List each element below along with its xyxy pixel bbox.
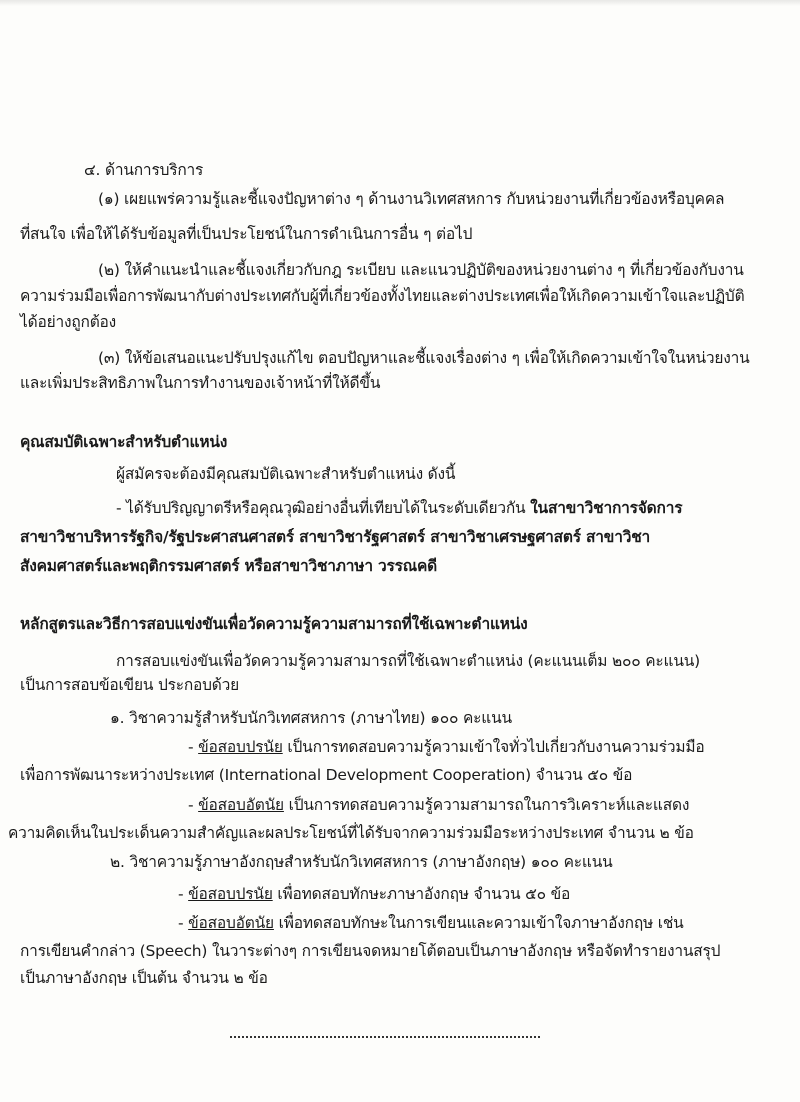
exam-subject-2-mc <box>178 884 570 904</box>
service-line-5: ได้อย่างถูกต้อง <box>20 313 117 331</box>
exam-subject-1-essay <box>188 795 689 815</box>
qualifications-line-1-prefix: - ได้รับปริญญาตรีหรือคุณวุฒิอย่างอื่นที่เทียบได้ในระดับเดียวกัน <box>116 499 531 517</box>
scan-edge-shade <box>0 0 800 6</box>
exam-subject-1: ๑. วิชาความรู้สำหรับนักวิเทศสหการ (ภาษาไทย) ๑๐๐ คะแนน <box>110 709 512 727</box>
exam-subject-1-mc <box>188 737 705 757</box>
exam-subject-2-mc-text: เพื่อทดสอบทักษะภาษาอังกฤษ จำนวน ๕๐ ข้อ <box>272 885 571 903</box>
service-line-1: (๑) เผยแพร่ความรู้และชี้แจงปัญหาต่าง ๆ ด้านงานวิเทศสหการ กับหน่วยงานที่เกี่ยวข้องหรือบุคคล <box>98 190 725 208</box>
qualifications-intro: ผู้สมัครจะต้องมีคุณสมบัติเฉพาะสำหรับตำแหน่ง ดังนี้ <box>116 465 456 483</box>
exam-subject-1-essay-text: เป็นการทดสอบความรู้ความสามารถในการวิเคราะห์และแสดง <box>283 796 690 814</box>
exam-subject-2-essay-dash: - <box>178 914 184 932</box>
service-heading: ๔. ด้านการบริการ <box>84 161 204 179</box>
service-line-7: และเพิ่มประสิทธิภาพในการทำงานของเจ้าหน้าที่ให้ดีขึ้น <box>20 374 381 392</box>
exam-heading: หลักสูตรและวิธีการสอบแข่งขันเพื่อวัดความรู้ความสามารถที่ใช้เฉพาะตำแหน่ง <box>20 615 528 633</box>
qualifications-line-2: สาขาวิชาบริหารรัฐกิจ/รัฐประศาสนศาสตร์ สาขาวิชารัฐศาสตร์ สาขาวิชาเศรษฐศาสตร์ สาขาวิชา <box>20 528 651 546</box>
qualifications-line-3: สังคมศาสตร์และพฤติกรรมศาสตร์ หรือสาขาวิชาภาษา วรรณคดี <box>20 557 437 575</box>
service-line-6: (๓) ให้ข้อเสนอแนะปรับปรุงแก้ไข ตอบปัญหาและชี้แจงเรื่องต่าง ๆ เพื่อให้เกิดความเข้าใจในหน่วยงาน <box>98 349 750 367</box>
exam-subject-1-mc-line-2: เพื่อการพัฒนาระหว่างประเทศ (International Development Cooperation) จำนวน ๕๐ ข้อ <box>20 766 633 784</box>
exam-subject-2: ๒. วิชาความรู้ภาษาอังกฤษสำหรับนักวิเทศสหการ (ภาษาอังกฤษ) ๑๐๐ คะแนน <box>110 853 613 871</box>
exam-subject-2-essay <box>178 913 684 933</box>
exam-subject-2-essay-line-2: การเขียนคำกล่าว (Speech) ในวาระต่างๆ การเขียนจดหมายโต้ตอบเป็นภาษาอังกฤษ หรือจัดทำรายงานสรุป <box>20 942 721 960</box>
exam-subject-2-mc-label: ข้อสอบปรนัย <box>188 885 273 903</box>
exam-intro-1: การสอบแข่งขันเพื่อวัดความรู้ความสามารถที่ใช้เฉพาะตำแหน่ง (คะแนนเต็ม ๒๐๐ คะแนน) <box>116 652 700 670</box>
qualifications-heading: คุณสมบัติเฉพาะสำหรับตำแหน่ง <box>20 433 228 451</box>
service-line-4: ความร่วมมือเพื่อการพัฒนากับต่างประเทศกับผู้ที่เกี่ยวข้องทั้งไทยและต่างประเทศเพื่อให้เกิดความเข้าใจและปฏิบัติ <box>20 287 745 305</box>
exam-subject-2-essay-label: ข้อสอบอัตนัย <box>188 914 274 932</box>
qualifications-line-1 <box>116 498 682 518</box>
service-line-3: (๒) ให้คำแนะนำและชี้แจงเกี่ยวกับกฎ ระเบียบ และแนวปฏิบัติของหน่วยงานต่าง ๆ ที่เกี่ยวข้องกับงาน <box>98 261 744 279</box>
exam-subject-1-essay-line-2: ความคิดเห็นในประเด็นความสำคัญและผลประโยชน์ที่ได้รับจากความร่วมมือระหว่างประเทศ จำนวน ๒ ข้อ <box>8 824 694 842</box>
exam-subject-2-essay-text: เพื่อทดสอบทักษะในการเขียนและความเข้าใจภาษาอังกฤษ เช่น <box>273 914 684 932</box>
qualifications-line-1-bold: ในสาขาวิชาการจัดการ <box>530 499 683 517</box>
exam-intro-2: เป็นการสอบข้อเขียน ประกอบด้วย <box>20 676 240 694</box>
exam-subject-1-mc-label: ข้อสอบปรนัย <box>198 738 283 756</box>
exam-subject-2-mc-dash: - <box>178 885 184 903</box>
exam-subject-1-mc-dash: - <box>188 738 194 756</box>
end-dotted-line <box>230 1036 540 1038</box>
exam-subject-1-mc-text: เป็นการทดสอบความรู้ความเข้าใจทั่วไปเกี่ยวกับงานความร่วมมือ <box>282 738 705 756</box>
exam-subject-1-essay-dash: - <box>188 796 194 814</box>
exam-subject-1-essay-label: ข้อสอบอัตนัย <box>198 796 284 814</box>
service-line-2: ที่สนใจ เพื่อให้ได้รับข้อมูลที่เป็นประโยชน์ในการดำเนินการอื่น ๆ ต่อไป <box>20 225 473 243</box>
exam-subject-2-essay-line-3: เป็นภาษาอังกฤษ เป็นต้น จำนวน ๒ ข้อ <box>20 969 268 987</box>
